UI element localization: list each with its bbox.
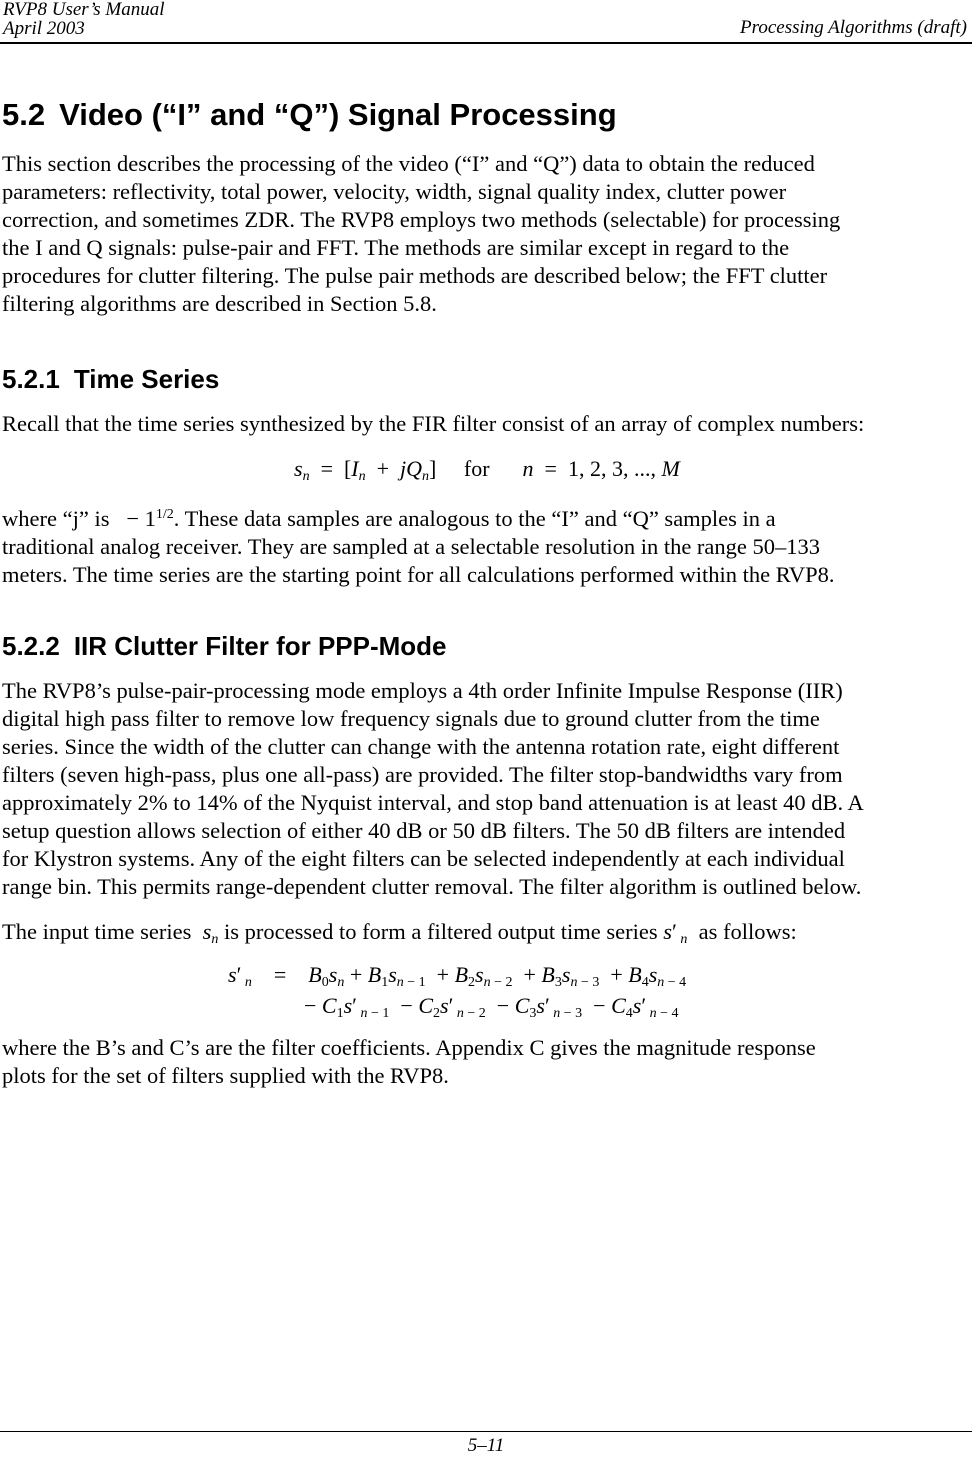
section-heading [2, 97, 617, 133]
text-line: procedures for clutter filtering. The pulse pair methods are described below; the FFT clutter [2, 263, 828, 288]
text-line: approximately 2% to 14% of the Nyquist interval, and stop band attenuation is at least 40 dB. A [2, 790, 864, 815]
page-number: 5–11 [467, 1435, 505, 1456]
text-line: The RVP8’s pulse-pair-processing mode employs a 4th order Infinite Impulse Response (IIR) [2, 678, 843, 703]
input-symbol: $s_n$ [202, 919, 219, 947]
header-date: April 2003 [3, 18, 85, 39]
input-start: The input time series [2, 919, 192, 944]
sqrt-minus-one-expression: − $1^{1/2}$ [109, 506, 174, 531]
text-line: filters (seven high-pass, plus one all-pass) are provided. The filter stop-bandwidths vary from [2, 762, 843, 787]
text-line: plots for the set of filters supplied with the RVP8. [2, 1063, 449, 1088]
equation-for-word: for [463, 456, 490, 481]
subsection-number: 5.2.1 [2, 364, 60, 394]
where-rest: . These data samples are analogous to the “I” and “Q” samples in a [173, 506, 776, 531]
text-line: correction, and sometimes ZDR. The RVP8 employs two methods (selectable) for processing [2, 207, 841, 232]
text-line: filtering algorithms are described in Section 5.8. [2, 291, 437, 316]
subsection-title: Time Series [73, 364, 220, 394]
input-mid: is processed to form a filtered output time series [223, 919, 658, 944]
subsection-heading-iir [2, 631, 447, 662]
text-line: meters. The time series are the starting point for all calculations performed within the RVP8. [2, 562, 835, 587]
input-end: as follows: [698, 919, 797, 944]
text-line: the I and Q signals: pulse-pair and FFT. The methods are similar except in regard to the [2, 235, 790, 260]
output-symbol: s′ $_n$ [663, 919, 688, 947]
time-series-equation: $s_n = [I_n + jQ_n]$ for n = 1, 2, 3, ..., M [294, 456, 680, 484]
equation-range: 1, 2, 3, ..., [567, 456, 662, 481]
filter-equation-line-2: − $C_1s'$ $_{n - 1} - C_2s'$ $_{n - 2} - C_3s'$ $_{n - 3} - C_4s'$ $_{n - 4}$ [304, 993, 679, 1021]
recall-paragraph: Recall that the time series synthesized by the FIR filter consist of an array of complex numbers: [2, 411, 865, 436]
text-line: range bin. This permits range-dependent clutter removal. The filter algorithm is outlined below. [2, 874, 862, 899]
coefficients-paragraph [2, 1034, 968, 1090]
text-line: traditional analog receiver. They are sampled at a selectable resolution in the range 50–133 [2, 534, 821, 559]
intro-paragraph [2, 150, 968, 318]
subsection-title: IIR Clutter Filter for PPP-Mode [73, 631, 447, 661]
text-line: setup question allows selection of either 40 dB or 50 dB filters. The 50 dB filters are intended [2, 818, 846, 843]
header-manual-title: RVP8 User’s Manual [3, 0, 165, 20]
text-line: parameters: reflectivity, total power, velocity, width, signal quality index, clutter power [2, 179, 787, 204]
text-line: where the B’s and C’s are the filter coefficients. Appendix C gives the magnitude response [2, 1035, 816, 1060]
text-line: digital high pass filter to remove low frequency signals due to ground clutter from the time [2, 706, 820, 731]
text-line: This section describes the processing of the video (“I” and “Q”) data to obtain the reduced [2, 151, 815, 176]
iir-paragraph [2, 677, 968, 901]
input-series-sentence [2, 918, 968, 954]
header-rule [0, 42, 972, 44]
section-title: Video (“I” and “Q”) Signal Processing [59, 97, 617, 132]
text-line: series. Since the width of the clutter can change with the antenna rotation rate, eight different [2, 734, 840, 759]
header-chapter: Processing Algorithms (draft) [740, 17, 967, 38]
subsection-heading-time-series [2, 364, 219, 395]
where-start: where “j” is [2, 506, 110, 531]
subsection-number: 5.2.2 [2, 631, 60, 661]
where-paragraph [2, 501, 968, 589]
text-line: for Klystron systems. Any of the eight filters can be selected independently at each individual [2, 846, 845, 871]
section-number: 5.2 [2, 97, 46, 132]
footer-rule [0, 1431, 972, 1432]
filter-equation-line-1: s′ $_n$ = $B_0s_n + B_1s_{n - 1} + B_2s_{n - 2} + B_3s_{n - 3} + B_4s_{n - 4}$ [228, 962, 687, 990]
text-line [2, 501, 968, 533]
